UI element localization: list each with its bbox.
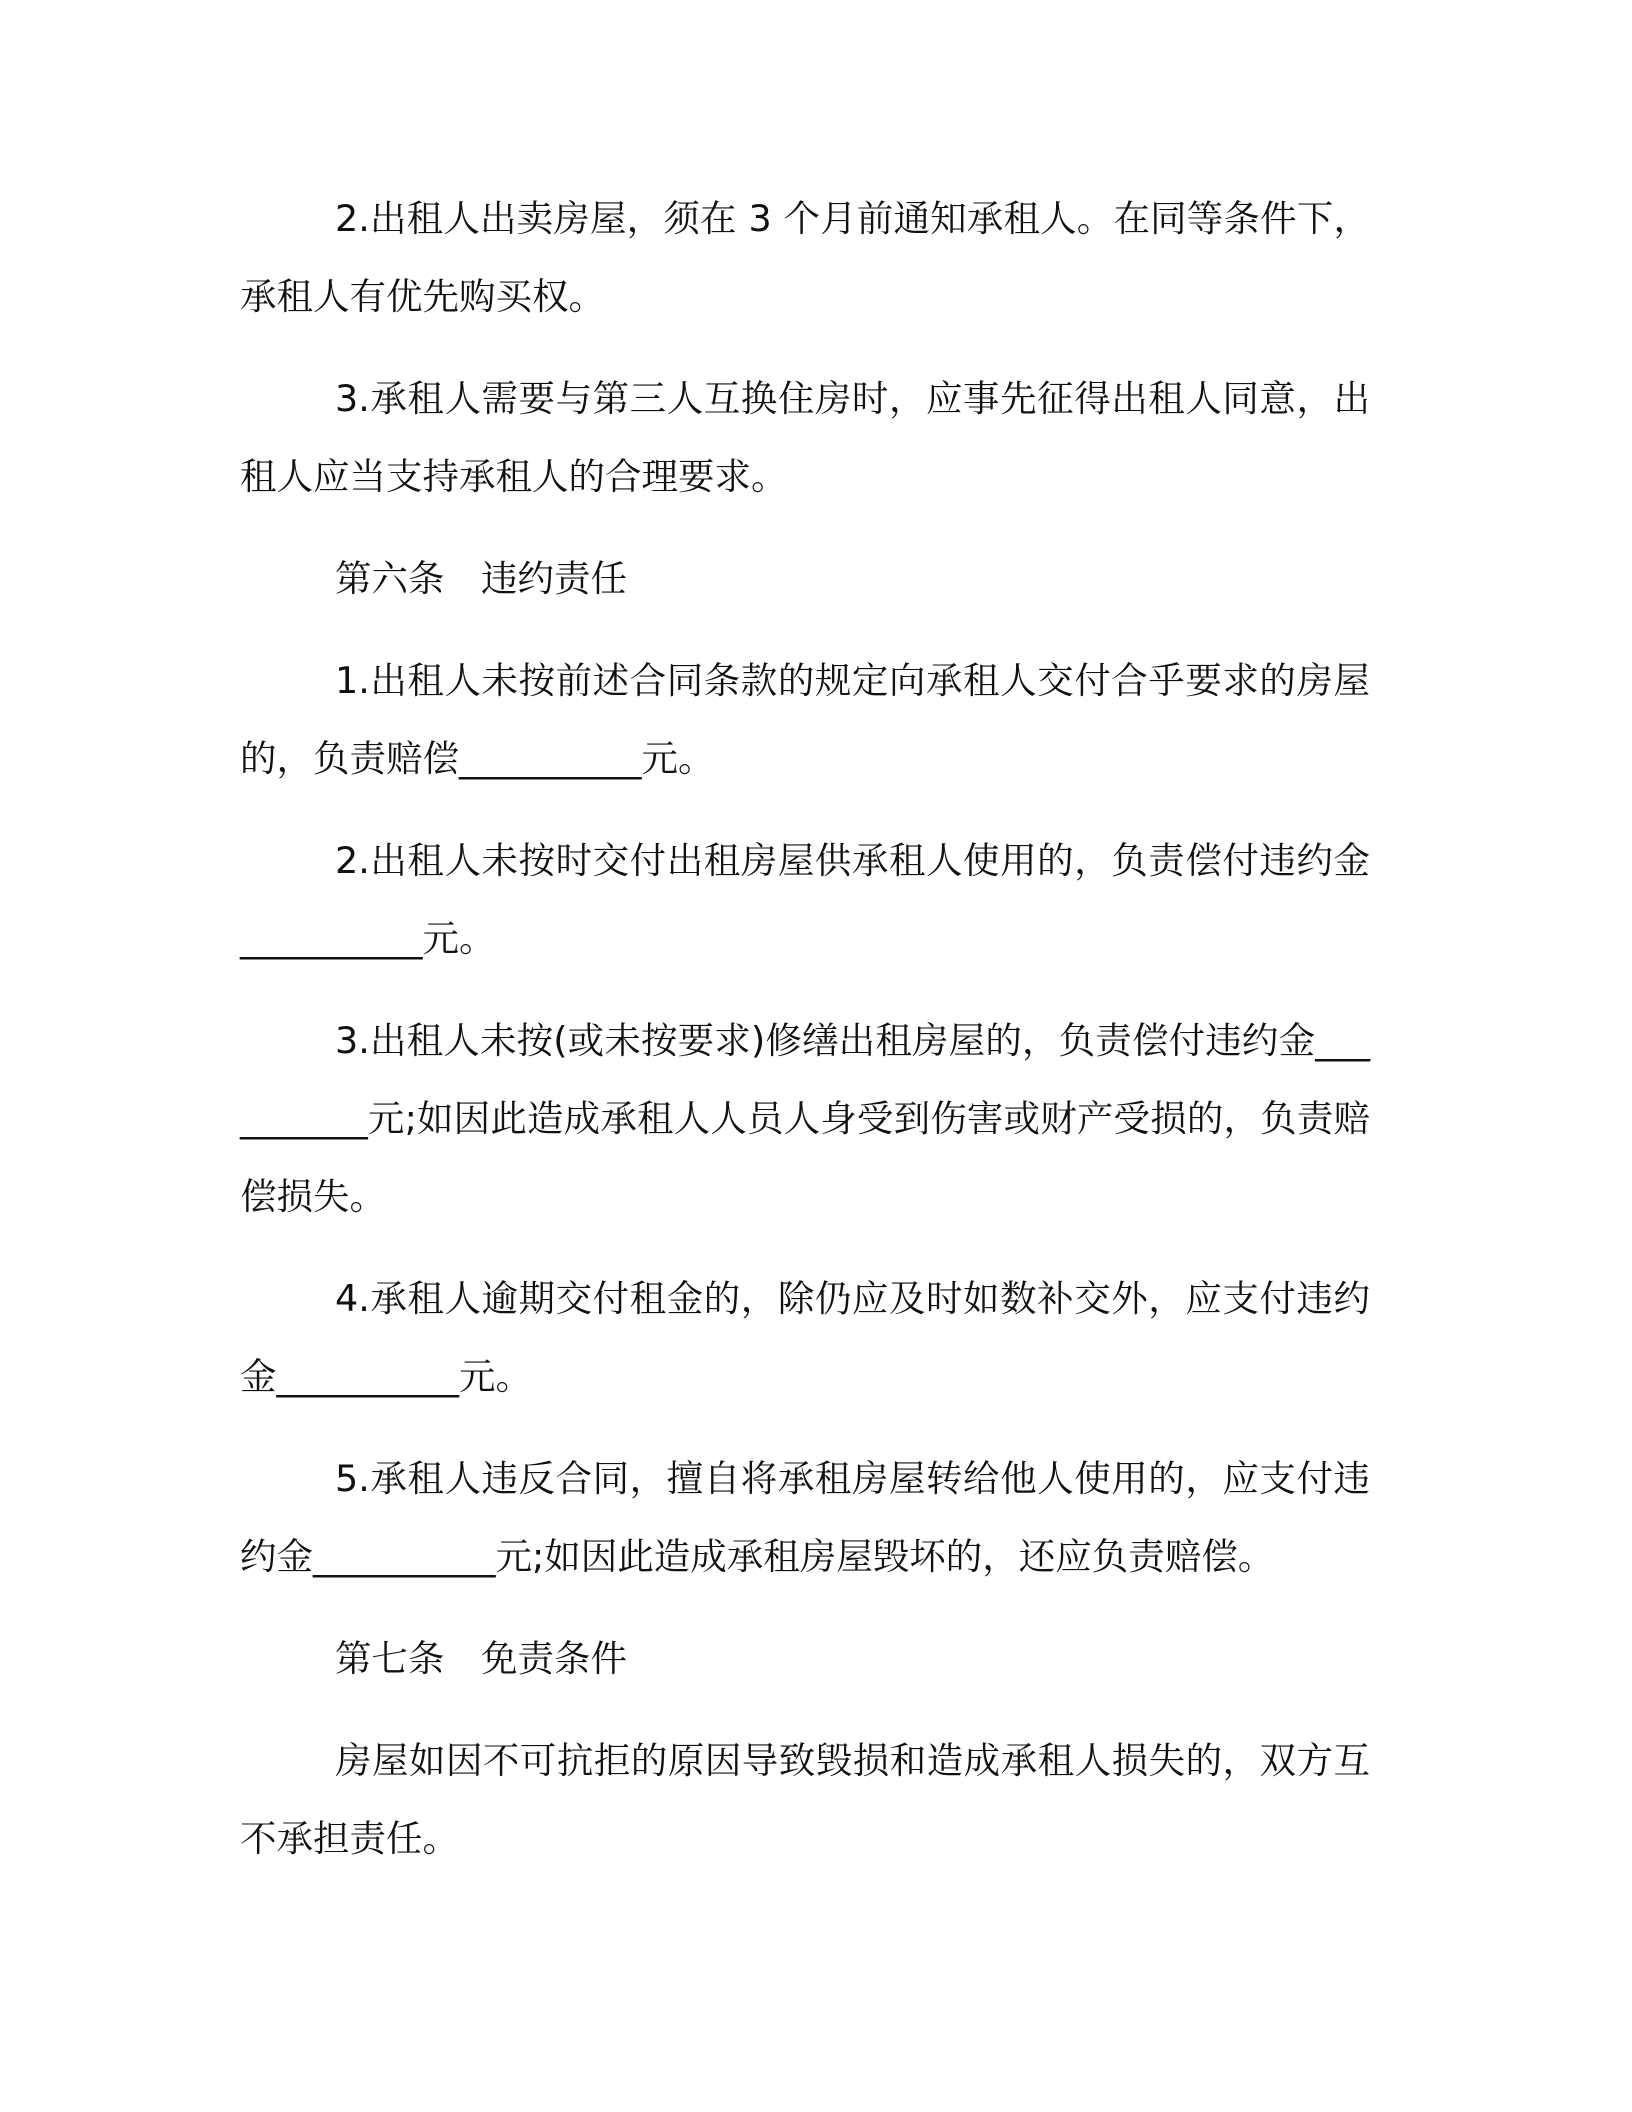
clause-7-text: 房屋如因不可抗拒的原因导致毁损和造成承租人损失的，双方互不承担责任。 bbox=[240, 1739, 1370, 1860]
clause-6-item-5: 5.承租人违反合同，擅自将承租房屋转给他人使用的，应支付违约金__________元;如因此造成承租房屋毁坏的，还应负责赔偿。 bbox=[240, 1457, 1370, 1578]
clause-6-item-1: 1.出租人未按前述合同条款的规定向承租人交付合乎要求的房屋的，负责赔偿__________元。 bbox=[240, 659, 1370, 780]
document-body bbox=[240, 180, 1370, 1902]
clause-5-item-2: 2.出租人出卖房屋，须在 3 个月前通知承租人。在同等条件下，承租人有优先购买权。 bbox=[240, 197, 1370, 318]
article-7-heading: 第七条 免责条件 bbox=[335, 1637, 627, 1680]
clause-6-item-2: 2.出租人未按时交付出租房屋供承租人使用的，负责偿付违约金__________元。 bbox=[240, 839, 1370, 960]
clause-5-item-3: 3.承租人需要与第三人互换住房时，应事先征得出租人同意，出租人应当支持承租人的合理要求。 bbox=[240, 377, 1370, 498]
clause-6-item-3: 3.出租人未按(或未按要求)修缮出租房屋的，负责偿付违约金__________元;如因此造成承租人人员人身受到伤害或财产受损的，负责赔偿损失。 bbox=[240, 1019, 1370, 1218]
clause-6-item-4: 4.承租人逾期交付租金的，除仍应及时如数补交外，应支付违约金__________元。 bbox=[240, 1277, 1370, 1398]
article-6-heading: 第六条 违约责任 bbox=[335, 557, 627, 600]
